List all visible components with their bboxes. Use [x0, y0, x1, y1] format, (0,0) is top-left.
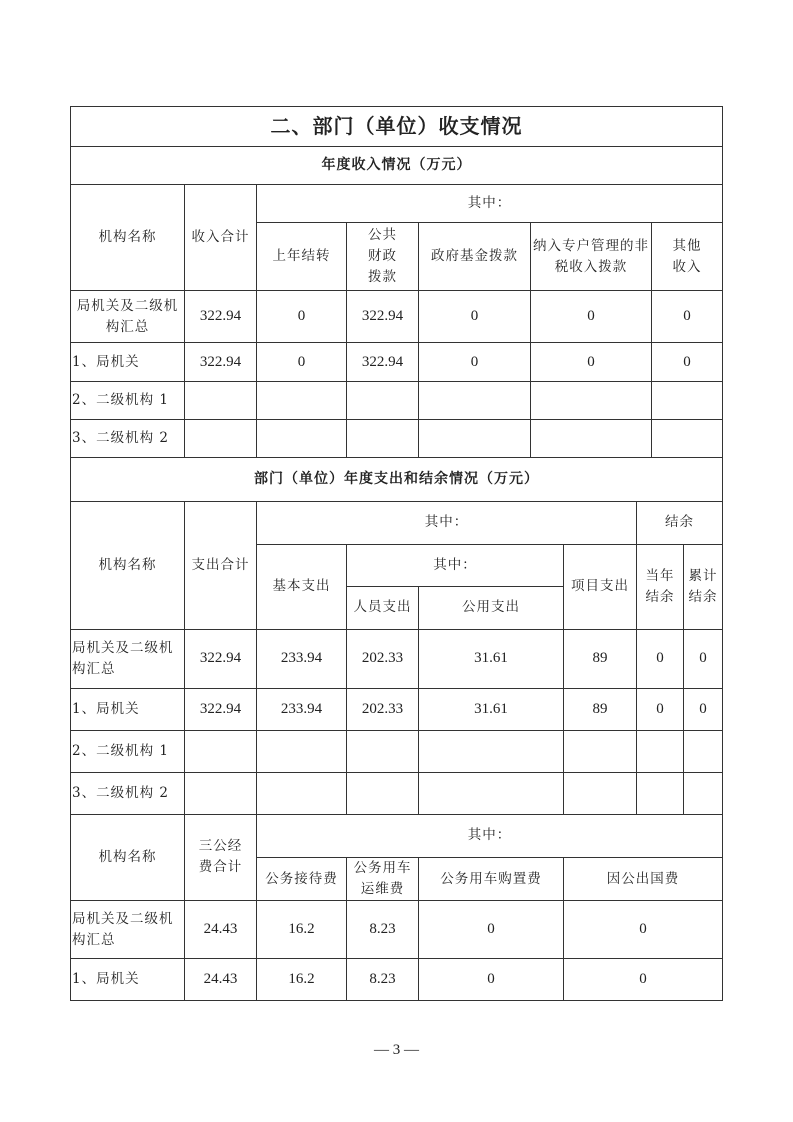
cell-value [185, 772, 257, 814]
cell-value [564, 730, 637, 772]
header-project: 项目支出 [564, 544, 637, 629]
cell-value: 89 [564, 688, 637, 730]
header-of-which: 其中： [257, 815, 723, 858]
cell-value: 0 [637, 688, 684, 730]
expense-heading: 部门（单位）年度支出和结余情况（万元） [71, 458, 723, 501]
table-row [71, 291, 723, 343]
table-row [71, 688, 723, 730]
table-row [71, 959, 723, 1001]
cell-value: 0 [684, 688, 723, 730]
cell-value: 0 [419, 291, 531, 343]
cell-value [637, 730, 684, 772]
cell-value: 0 [652, 291, 723, 343]
cell-value [564, 772, 637, 814]
cell-value: 0 [257, 343, 347, 382]
header-total: 支出合计 [185, 501, 257, 629]
header-col-0: 公务接待费 [257, 858, 347, 901]
cell-value [347, 730, 419, 772]
header-of-which: 其中： [257, 185, 723, 223]
table-row [71, 420, 723, 458]
table-row [71, 901, 723, 959]
income-heading: 年度收入情况（万元） [71, 147, 723, 185]
cell-value [347, 382, 419, 420]
cell-value [347, 420, 419, 458]
cell-value: 233.94 [257, 688, 347, 730]
cell-value: 24.43 [185, 959, 257, 1001]
header-name: 机构名称 [71, 815, 185, 901]
header-name: 机构名称 [71, 185, 185, 291]
cell-value [419, 730, 564, 772]
cell-value: 0 [564, 959, 723, 1001]
row-label: 1、局机关 [71, 959, 185, 1001]
cell-value: 31.61 [419, 688, 564, 730]
cell-value: 322.94 [347, 291, 419, 343]
row-label: 2、二级机构 1 [71, 382, 185, 420]
table-row [71, 772, 723, 814]
cell-value: 0 [257, 291, 347, 343]
cell-value: 31.61 [419, 629, 564, 688]
header-public: 公用支出 [419, 586, 564, 629]
header-col-3: 纳入专户管理的非税收入拨款 [531, 223, 652, 291]
header-cumulative-balance: 累计结余 [684, 544, 723, 629]
cell-value: 8.23 [347, 959, 419, 1001]
header-basic: 基本支出 [257, 544, 347, 629]
header-of-which: 其中： [257, 501, 637, 544]
header-total: 收入合计 [185, 185, 257, 291]
header-total: 三公经费合计 [185, 815, 257, 901]
cell-value: 322.94 [347, 343, 419, 382]
row-label: 局机关及二级机构汇总 [71, 291, 185, 343]
cell-value [419, 382, 531, 420]
row-label: 1、局机关 [71, 688, 185, 730]
cell-value: 16.2 [257, 959, 347, 1001]
page-number: — 3 — [374, 1042, 419, 1058]
cell-value: 0 [684, 629, 723, 688]
cell-value [419, 772, 564, 814]
table-row [71, 730, 723, 772]
expense-table [70, 458, 723, 815]
cell-value: 322.94 [185, 629, 257, 688]
cell-value: 8.23 [347, 901, 419, 959]
cell-value [652, 382, 723, 420]
cell-value: 0 [531, 343, 652, 382]
cell-value [637, 772, 684, 814]
header-of-which2: 其中： [347, 544, 564, 586]
cell-value [652, 420, 723, 458]
row-label: 局机关及二级机构汇总 [71, 901, 185, 959]
cell-value [257, 730, 347, 772]
header-col-0: 上年结转 [257, 223, 347, 291]
header-col-3: 因公出国费 [564, 858, 723, 901]
header-balance: 结余 [637, 501, 723, 544]
page-title: 二、部门（单位）收支情况 [71, 107, 723, 147]
table-row [71, 629, 723, 688]
header-col-1: 公共财政拨款 [347, 223, 419, 291]
row-label: 1、局机关 [71, 343, 185, 382]
table-row [71, 343, 723, 382]
cell-value: 202.33 [347, 688, 419, 730]
cell-value [257, 382, 347, 420]
cell-value [185, 420, 257, 458]
cell-value: 322.94 [185, 291, 257, 343]
row-label: 2、二级机构 1 [71, 730, 185, 772]
cell-value [257, 420, 347, 458]
cell-value [185, 382, 257, 420]
cell-value [531, 382, 652, 420]
header-col-2: 公务用车购置费 [419, 858, 564, 901]
cell-value: 233.94 [257, 629, 347, 688]
cell-value [684, 730, 723, 772]
cell-value: 322.94 [185, 688, 257, 730]
header-personnel: 人员支出 [347, 586, 419, 629]
cell-value: 24.43 [185, 901, 257, 959]
cell-value [684, 772, 723, 814]
row-label: 3、二级机构 2 [71, 420, 185, 458]
cell-value [419, 420, 531, 458]
revenue-expenditure-table [70, 106, 722, 1001]
income-table [70, 106, 723, 458]
cell-value [531, 420, 652, 458]
cell-value [185, 730, 257, 772]
cell-value: 0 [419, 901, 564, 959]
cell-value: 0 [531, 291, 652, 343]
cell-value: 0 [564, 901, 723, 959]
row-label: 局机关及二级机构汇总 [71, 629, 185, 688]
header-name: 机构名称 [71, 501, 185, 629]
cell-value: 202.33 [347, 629, 419, 688]
row-label: 3、二级机构 2 [71, 772, 185, 814]
cell-value: 0 [419, 343, 531, 382]
cell-value: 16.2 [257, 901, 347, 959]
header-current-balance: 当年结余 [637, 544, 684, 629]
header-col-1: 公务用车运维费 [347, 858, 419, 901]
cell-value [347, 772, 419, 814]
three-public-table [70, 815, 723, 1002]
cell-value: 0 [419, 959, 564, 1001]
header-col-4: 其他收入 [652, 223, 723, 291]
cell-value: 89 [564, 629, 637, 688]
cell-value: 0 [637, 629, 684, 688]
cell-value [257, 772, 347, 814]
cell-value: 0 [652, 343, 723, 382]
table-row [71, 382, 723, 420]
header-col-2: 政府基金拨款 [419, 223, 531, 291]
cell-value: 322.94 [185, 343, 257, 382]
